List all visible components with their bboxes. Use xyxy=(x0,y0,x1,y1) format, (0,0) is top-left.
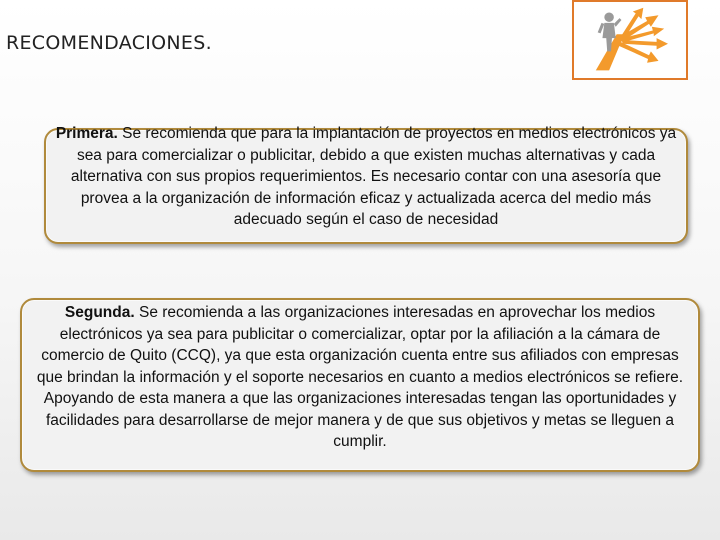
recommendation-text: Se recomienda que para la implantación de proyectos en medios electrónicos ya sea para comercializar o publicitar, debido a que existen muchas alternativas y cada alternativa con sus propios requerimientos. Es necesario contar con una asesoría que provea a la organización de información eficaz y actualizada acerca del medio más adecuado según el caso de necesidad xyxy=(70,125,677,228)
recommendation-paragraph xyxy=(46,123,686,231)
person-with-arrows-icon xyxy=(574,2,686,78)
recommendation-box-primera xyxy=(44,125,688,244)
logo-image xyxy=(572,0,688,80)
recommendation-lead: Primera. xyxy=(55,125,118,142)
recommendation-box-segunda xyxy=(20,298,700,472)
recommendation-lead: Segunda. xyxy=(64,304,135,321)
slide-title: RECOMENDACIONES. xyxy=(6,32,212,54)
recommendation-paragraph xyxy=(32,302,688,453)
recommendation-text: Se recomienda a las organizaciones interesadas en aprovechar los medios electrónicos ya sea para publicitar o comercializar, optar por la afiliación a la cámara de comercio de Quito (CCQ), ya que esta organización cuenta entre sus afiliados con empresas que brindan la información y el soporte necesarios en cuanto a medios electrónicos se refiere. Apoyando de esta manera a que las organizaciones interesadas tengan las oportunidades y facilidades para desarrollarse de mejor manera y de que sus objetivos y metas se lleguen a cumplir. xyxy=(36,304,684,450)
